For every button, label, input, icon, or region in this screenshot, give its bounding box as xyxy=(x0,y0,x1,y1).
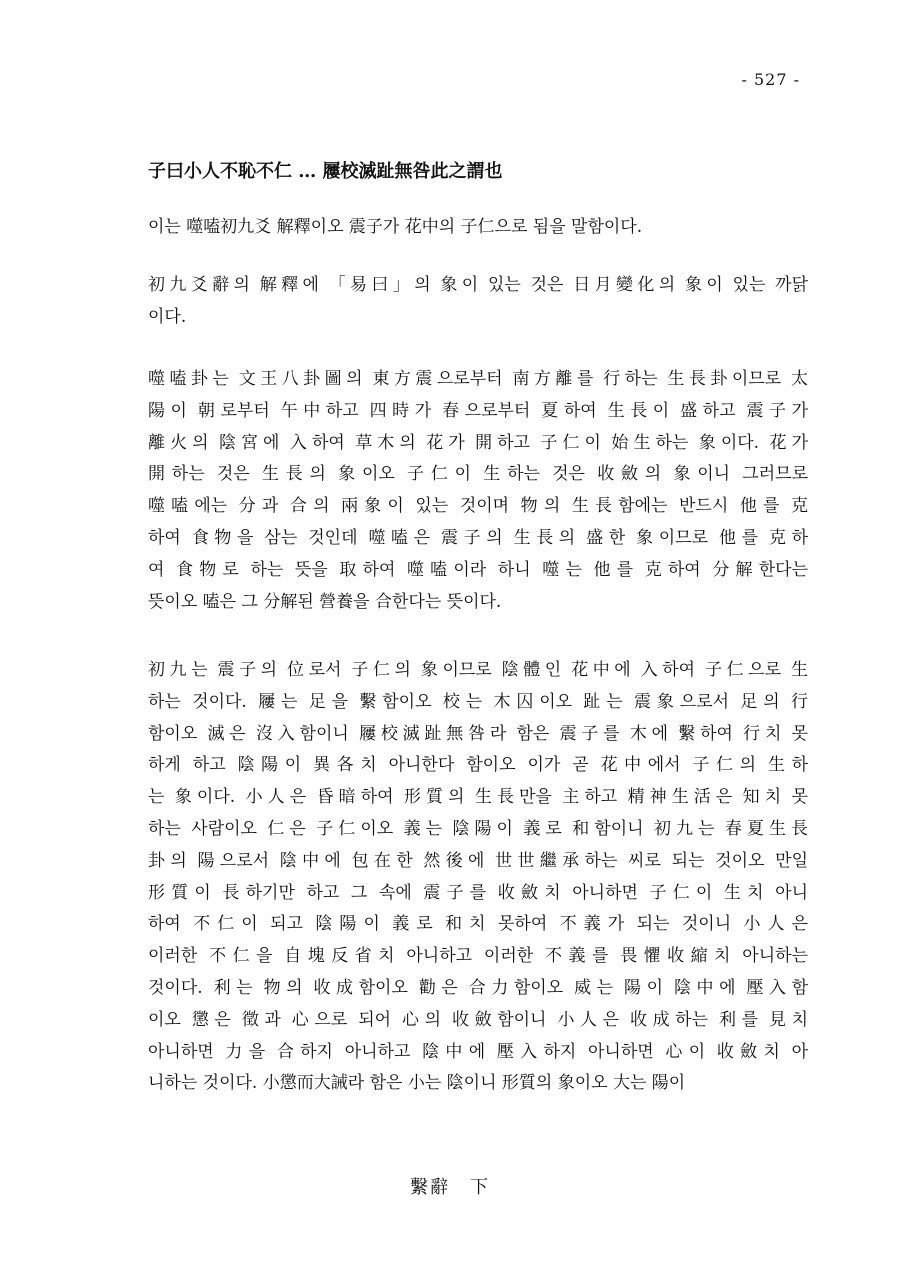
section-heading: 子曰小人不恥不仁 … 屨校滅趾無咎此之謂也 xyxy=(148,161,503,182)
page-number: - 527 - xyxy=(741,70,800,89)
text-line: 하는 사람이오 仁은 子仁이오 義는 陰陽이 義로 和함이니 初九는 春夏生長 xyxy=(148,818,808,839)
text-line: 이다. xyxy=(148,306,187,327)
page-footer: 繫辭 下 xyxy=(410,1177,490,1198)
text-line: 뜻이오 嗑은 그 分解된 營養을 合한다는 뜻이다. xyxy=(148,591,502,612)
text-line: 아니하면 力을 合하지 아니하고 陰中에 壓入하지 아니하면 心이 收斂치 아 xyxy=(148,1041,808,1062)
text-line: 함이오 滅은 沒入함이니 屨校滅趾無咎라 함은 震子를 木에 繫하여 行치 못 xyxy=(148,723,808,744)
text-line: 하게 하고 陰陽이 異各치 아니한다 함이오 이가 곧 花中에서 子仁의 生하 xyxy=(148,755,808,776)
text-line: 하는 것이다. 屨는 足을 繫함이오 校는 木囚이오 趾는 震象으로서 足의 行 xyxy=(148,691,808,712)
text-line: 形質이 長하기만 하고 그 속에 震子를 收斂치 아니하면 子仁이 生치 아니 xyxy=(148,882,808,903)
text-line: 이러한 不仁을 自塊反省치 아니하고 이러한 不義를 畏懼收縮치 아니하는 xyxy=(148,946,808,967)
text-line: 卦의 陽으로서 陰中에 包在한 然後에 世世繼承하는 씨로 되는 것이오 만일 xyxy=(148,850,808,871)
text-line: 이오 懲은 徵과 心으로 되어 心의 收斂함이니 小人은 收成하는 利를 見치 xyxy=(148,1009,808,1030)
text-line: 여 食物로 하는 뜻을 取하여 噬嗑이라 하니 噬는 他를 克하여 分解한다는 xyxy=(148,559,808,580)
paragraph-2 xyxy=(148,364,808,618)
paragraph-1 xyxy=(148,270,808,334)
text-line: 하여 不仁이 되고 陰陽이 義로 和치 못하여 不義가 되는 것이니 小人은 xyxy=(148,914,808,935)
text-line: 噬嗑에는 分과 合의 兩象이 있는 것이며 物의 生長함에는 반드시 他를 克 xyxy=(148,496,808,517)
text-line: 初九爻辭의 解釋에 「易曰」의 象이 있는 것은 日月變化의 象이 있는 까닭 xyxy=(148,275,808,295)
text-line: 噬嗑卦는 文王八卦圖의 東方震으로부터 南方離를 行하는 生長卦이므로 太 xyxy=(148,369,808,389)
paragraph-3 xyxy=(148,655,808,1100)
text-line: 離火의 陰宮에 入하여 草木의 花가 開하고 子仁이 始生하는 象이다. 花가 xyxy=(148,432,808,453)
text-line: 니하는 것이다. 小懲而大誡라 함은 小는 陰이니 形質의 象이오 大는 陽이 xyxy=(148,1073,686,1094)
text-line: 初九는 震子의 位로서 子仁의 象이므로 陰體인 花中에 入하여 子仁으로 生 xyxy=(148,660,808,680)
intro-sentence: 이는 噬嗑初九爻 解釋이오 震子가 花中의 子仁으로 됨을 말함이다. xyxy=(148,217,643,237)
text-line: 는 象이다. 小人은 昏暗하여 形質의 生長만을 主하고 精神生活은 知치 못 xyxy=(148,787,808,808)
text-line: 것이다. 利는 物의 收成함이오 勸은 合力함이오 威는 陽이 陰中에 壓入함 xyxy=(148,977,808,998)
text-line: 開하는 것은 生長의 象이오 子仁이 生하는 것은 收斂의 象이니 그러므로 xyxy=(148,464,808,485)
text-line: 陽이 朝로부터 午中하고 四時가 春으로부터 夏하여 生長이 盛하고 震子가 xyxy=(148,400,808,421)
text-line: 하여 食物을 삼는 것인데 噬嗑은 震子의 生長의 盛한 象이므로 他를 克하 xyxy=(148,527,808,548)
